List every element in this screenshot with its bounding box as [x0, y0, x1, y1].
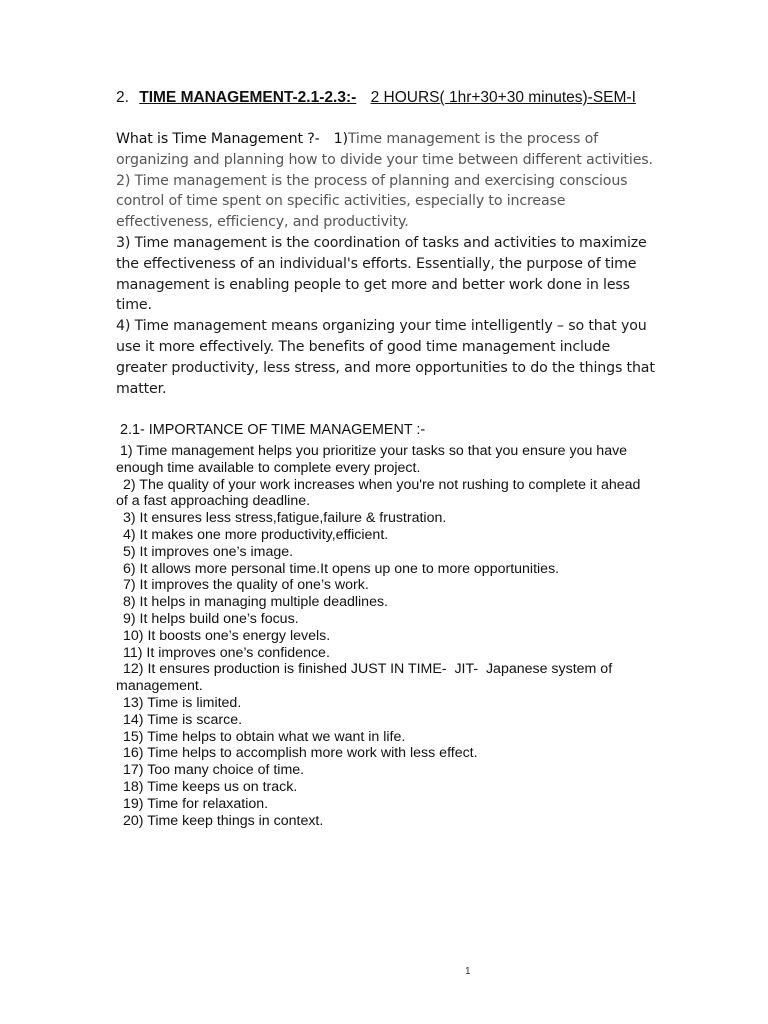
list-item: 8) It helps in managing multiple deadlines. [123, 594, 388, 611]
section-number: 2. [116, 89, 129, 106]
list-item: 17) Too many choice of time. [123, 762, 305, 779]
list-item: 2) The quality of your work increases when you're not rushing to complete it ahead of a fast approaching deadline. [116, 476, 645, 510]
page-number: 1 [465, 966, 471, 977]
list-item: 6) It allows more personal time.It opens up one to more opportunities. [123, 560, 560, 577]
list-item: 19) Time for relaxation. [123, 795, 269, 812]
section-title: TIME MANAGEMENT-2.1-2.3:- [139, 89, 357, 106]
definition-3: 3) Time management is the coordination of tasks and activities to maximize the effectiveness of an individual's efforts. Essentially, the purpose of time management is enabling people to get more and better work done in less time. [116, 234, 647, 314]
list-item: 4) It makes one more productivity,efficient. [123, 526, 389, 543]
section-heading [116, 89, 636, 107]
list-item: 11) It improves one’s confidence. [123, 644, 330, 661]
list-item: 12) It ensures production is finished JUST IN TIME- JIT- Japanese system of management. [116, 661, 617, 695]
list-item: 15) Time helps to obtain what we want in life. [123, 728, 406, 745]
definition-1-text: Time management is the process of organizing and planning how to divide your time between different activities. [116, 131, 653, 168]
list-item: 10) It boosts one’s energy levels. [123, 627, 331, 644]
question-label: What is Time Management ?- [116, 131, 320, 147]
definition-1-number: 1) [333, 131, 348, 147]
section-hours: 2 HOURS( 1hr+30+30 minutes)-SEM-I [370, 89, 636, 106]
list-item: 18) Time keeps us on track. [123, 778, 298, 795]
list-item: 7) It improves the quality of one’s work. [123, 577, 369, 594]
list-item: 14) Time is scarce. [123, 711, 243, 728]
importance-heading: 2.1- IMPORTANCE OF TIME MANAGEMENT :- [120, 422, 426, 438]
definitions-block [116, 129, 656, 399]
list-item: 1) Time management helps you prioritize your tasks so that you ensure you have enough time available to complete every project. [116, 443, 632, 476]
importance-list [116, 443, 656, 829]
list-item: 16) Time helps to accomplish more work with less effect. [123, 745, 478, 762]
list-item: 9) It helps build one’s focus. [123, 610, 299, 627]
list-item: 13) Time is limited. [123, 694, 242, 711]
list-item: 5) It improves one’s image. [123, 543, 294, 560]
definition-2: 2) Time management is the process of planning and exercising conscious control of time spent on specific activities, especially to increase effectiveness, efficiency, and productivity. [116, 172, 628, 231]
definition-4: 4) Time management means organizing your time intelligently – so that you use it more effectively. The benefits of good time management include greater productivity, less stress, and more opportunities to do the things that matter. [116, 318, 655, 397]
list-item: 20) Time keep things in context. [123, 812, 324, 829]
definition-1 [116, 129, 656, 171]
list-item: 3) It ensures less stress,fatigue,failure & frustration. [123, 510, 447, 527]
